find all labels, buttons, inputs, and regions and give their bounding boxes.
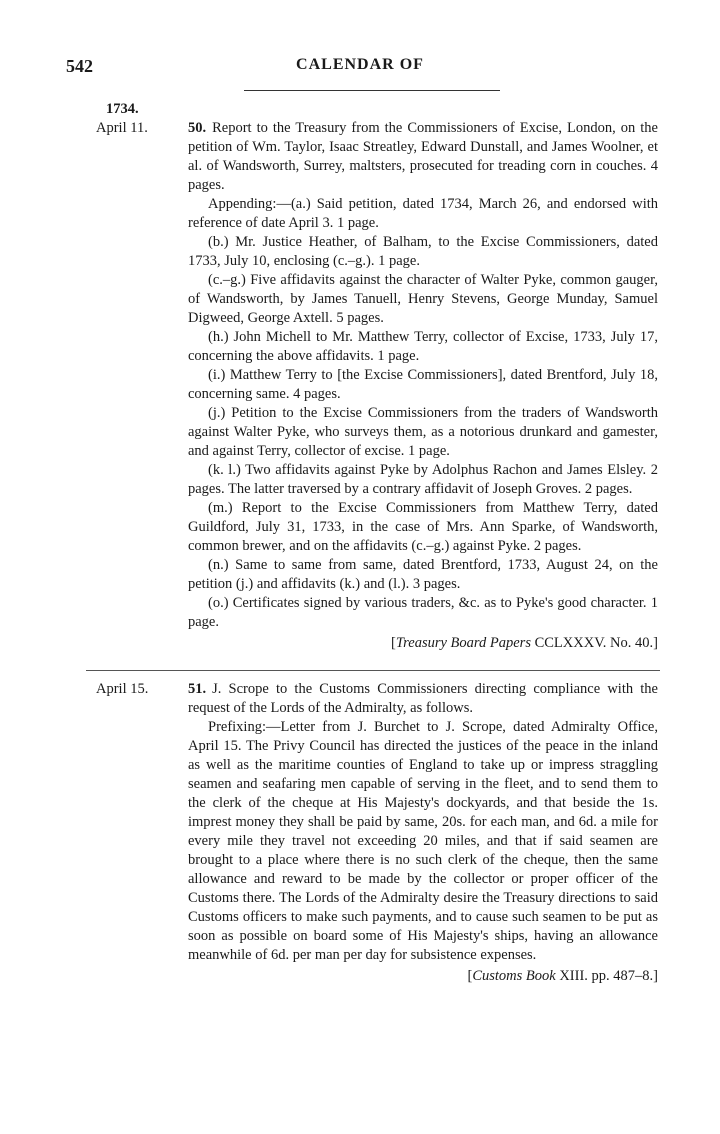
source-label: Treasury Board Papers xyxy=(395,635,531,651)
enclosure-c-g: (c.–g.) Five affidavits against the character of Walter Pyke, common gauger, of Wandsworth, by James Tanuell, Henry Stevens, George Munday, Samuel Digweed, George Axtell. 5 pages. xyxy=(188,272,658,326)
entry-51-text: J. Scrope to the Customs Commissioners directing compliance with the request of the Lords of the Admiralty, as follows. xyxy=(188,681,658,716)
entry-year: 1734. xyxy=(106,101,139,117)
enclosure-k-l: (k. l.) Two affidavits against Pyke by Adolphus Rachon and James Elsley. 2 pages. The latter traversed by a contrary affidavit of Joseph Groves. 2 pages. xyxy=(188,462,658,497)
enclosure-b: (b.) Mr. Justice Heather, of Balham, to the Excise Commissioners, dated 1733, July 10, enclosing (c.–g.). 1 page. xyxy=(188,234,658,269)
entry-50-summary xyxy=(188,119,658,195)
source-citation xyxy=(188,634,658,653)
source-ref: XIII. pp. 487–8.] xyxy=(559,968,658,984)
page-header xyxy=(0,48,720,88)
page-number: 542 xyxy=(66,56,93,76)
entry-number: 51. xyxy=(188,681,207,697)
header-rule xyxy=(244,90,500,91)
entry-date: April 15. xyxy=(96,681,149,697)
enclosure-n: (n.) Same to same from same, dated Brentford, 1733, August 24, on the petition (j.) and affidavits (k.) and (l.). 3 pages. xyxy=(188,557,658,592)
entry-50-text: Report to the Treasury from the Commissioners of Excise, London, on the petition of Wm. Taylor, Isaac Streatley, Edward Dunstall, and James Woolner, et al. of Wandsworth, Surrey, maltsters, prosecuted for treading corn in couches. 4 pages. xyxy=(188,120,658,193)
entry-number: 50. xyxy=(188,120,207,136)
enclosure-i: (i.) Matthew Terry to [the Excise Commissioners], dated Brentford, July 18, concerning same. 4 pages. xyxy=(188,367,658,402)
enclosure-a: Appending:—(a.) Said petition, dated 1734, March 26, and endorsed with reference of date April 3. 1 page. xyxy=(188,196,658,231)
source-open: [ xyxy=(391,635,396,651)
source-open: [ xyxy=(467,968,473,984)
entry-51-summary xyxy=(188,680,658,718)
enclosure-m: (m.) Report to the Excise Commissioners from Matthew Terry, dated Guildford, July 31, 1733, in the case of Mrs. Ann Sparke, of Wandsworth, common brewer, and on the affidavits (c.–g.) against Pyke. 2 pages. xyxy=(188,500,658,554)
running-head: CALENDAR OF xyxy=(296,56,424,73)
entry-50-margin xyxy=(96,100,182,138)
prefixing-letter: Prefixing:—Letter from J. Burchet to J. Scrope, dated Admiralty Office, April 15. The Privy Council has directed the justices of the peace in the inland as well as the maritime counties of England to take up or impress straggling seamen and seafaring men capable of serving in the fleet, and to send them to the clerk of the cheque at His Majesty's dockyards, and that beside the 1s. imprest money they shall be paid by same, 20s. for each man, and 6d. a mile for every mile they travel not exceeding 20 miles, and that if said seamen are brought to a place where there is no such clerk of the cheque, then the same allowance and reward to be made by the collector or proper officer of the Customs there. The Lords of the Admiralty desire the Treasury directions to said Customs officers to make such payments, and to cause such seamen to be put as soon as possible on board some of His Majesty's ships, having an allowance meanwhile of 6d. per man per day for subsistence expenses. xyxy=(188,719,658,963)
source-citation xyxy=(188,967,658,986)
source-label: Customs Book xyxy=(472,968,556,984)
source-ref: CCLXXXV. No. 40.] xyxy=(534,635,658,651)
enclosure-h: (h.) John Michell to Mr. Matthew Terry, collector of Excise, 1733, July 17, concerning the above affidavits. 1 page. xyxy=(188,329,658,364)
entry-date: April 11. xyxy=(96,120,148,136)
entry-50-body xyxy=(188,119,658,653)
entry-divider xyxy=(86,670,660,671)
enclosure-o: (o.) Certificates signed by various traders, &c. as to Pyke's good character. 1 page. xyxy=(188,595,658,630)
entry-51-body xyxy=(188,680,658,986)
entry-51-margin xyxy=(96,680,182,699)
enclosure-j: (j.) Petition to the Excise Commissioners from the traders of Wandsworth against Walter Pyke, who surveys them, as a notorious drunkard and gamester, and against Terry, collector of excise. 1 page. xyxy=(188,405,658,459)
